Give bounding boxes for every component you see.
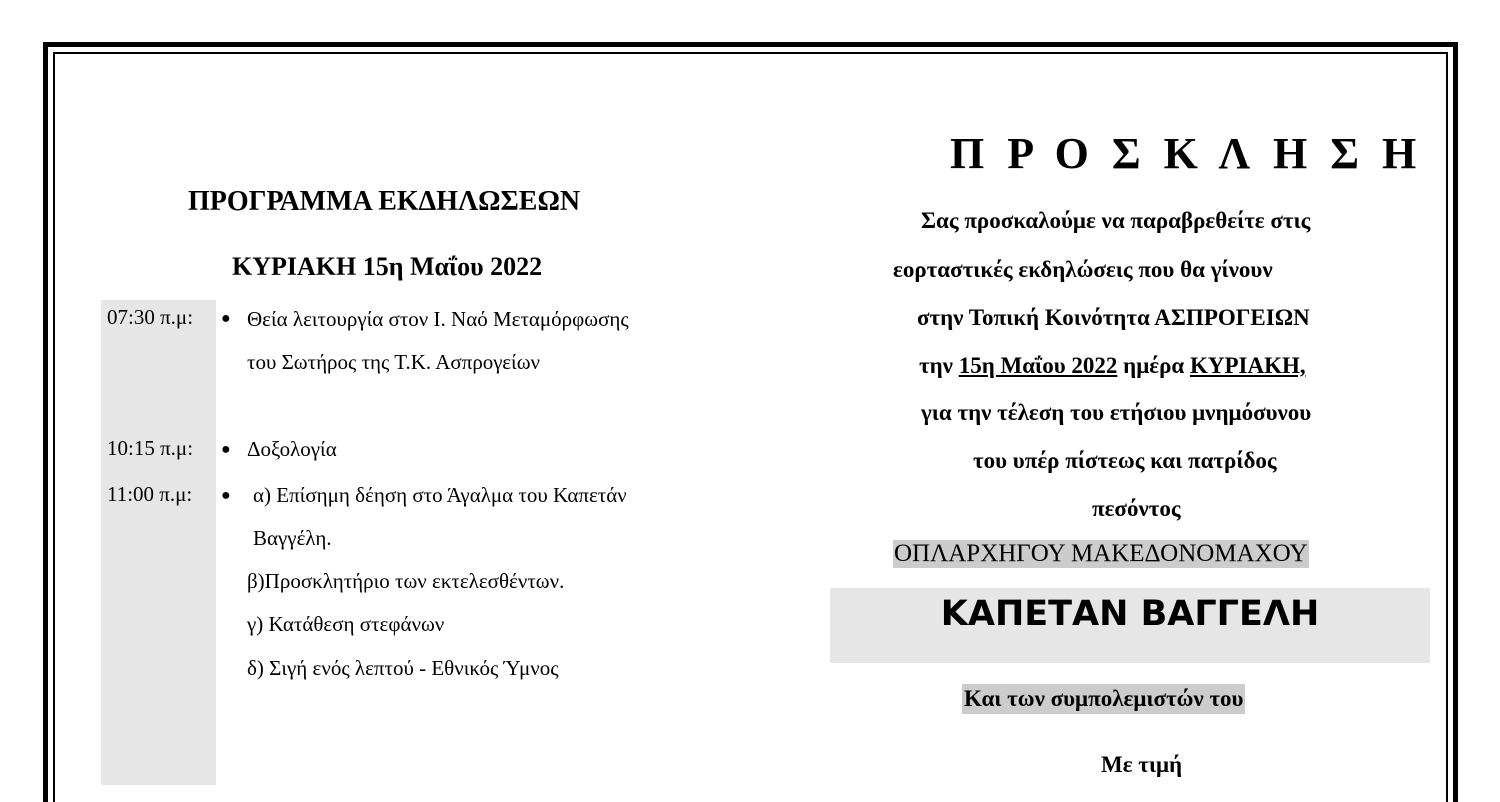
event-time: 10:15 π.μ:: [107, 436, 194, 460]
event-line: του Σωτήρος της Τ.Κ. Ασπρογείων: [247, 350, 541, 374]
comrades-line: Και των συμπολεμιστών του: [962, 684, 1245, 714]
invitation-line: του υπέρ πίστεως και πατρίδος: [973, 448, 1277, 473]
event-line: β)Προσκλητήριο των εκτελεσθέντων.: [247, 569, 565, 593]
event-line: Θεία λειτουργία στον Ι. Ναό Μεταμόρφωσης: [247, 307, 629, 331]
event-line: α) Επίσημη δέηση στο Άγαλμα του Καπετάν: [253, 483, 627, 507]
invitation-line: στην Τοπική Κοινότητα ΑΣΠΡΟΓΕΙΩΝ: [917, 305, 1310, 330]
event-day: ΚΥΡΙΑΚΗ,: [1189, 353, 1306, 378]
bullet-icon: ●: [221, 441, 231, 458]
bullet-icon: ●: [221, 310, 231, 327]
bullet-icon: ●: [221, 487, 231, 504]
hero-name-box: [830, 588, 1430, 663]
program-title: ΠΡΟΓΡΑΜΜΑ ΕΚΔΗΛΩΣΕΩΝ: [188, 186, 581, 217]
event-line: γ) Κατάθεση στεφάνων: [247, 612, 445, 636]
hero-name: ΚΑΠΕΤΑΝ ΒΑΓΓΕΛΗ: [940, 594, 1320, 634]
date-line-prefix: την: [919, 353, 959, 378]
invitation-line: πεσόντος: [1092, 496, 1181, 521]
invitation-line: εορταστικές εκδηλώσεις που θα γίνουν: [893, 257, 1273, 282]
event-line: δ) Σιγή ενός λεπτού - Εθνικός Ύμνος: [247, 656, 559, 680]
program-date: ΚΥΡΙΑΚΗ 15η Μαΐου 2022: [232, 252, 543, 281]
event-line: Βαγγέλη.: [253, 526, 332, 550]
date-line-middle: ημέρα: [1117, 353, 1190, 378]
honor-line: Με τιμή: [1101, 752, 1183, 777]
event-line: Δοξολογία: [247, 437, 337, 461]
event-time: 11:00 π.μ:: [107, 482, 193, 506]
rank-title: ΟΠΛΑΡΧΗΓΟΥ ΜΑΚΕΔΟΝΟΜΑΧΟΥ: [894, 540, 1308, 567]
invitation-title: Π Ρ Ο Σ Κ Λ Η Σ Η: [950, 129, 1423, 178]
invitation-date-line: [919, 353, 1306, 379]
invitation-line: για την τέλεση του ετήσιου μνημόσυνου: [921, 400, 1312, 425]
invitation-line: Σας προσκαλούμε να παραβρεθείτε στις: [921, 208, 1311, 233]
event-time: 07:30 π.μ:: [107, 305, 194, 329]
time-column-shading: [101, 300, 216, 785]
event-date: 15η Μαΐου 2022: [958, 353, 1118, 378]
